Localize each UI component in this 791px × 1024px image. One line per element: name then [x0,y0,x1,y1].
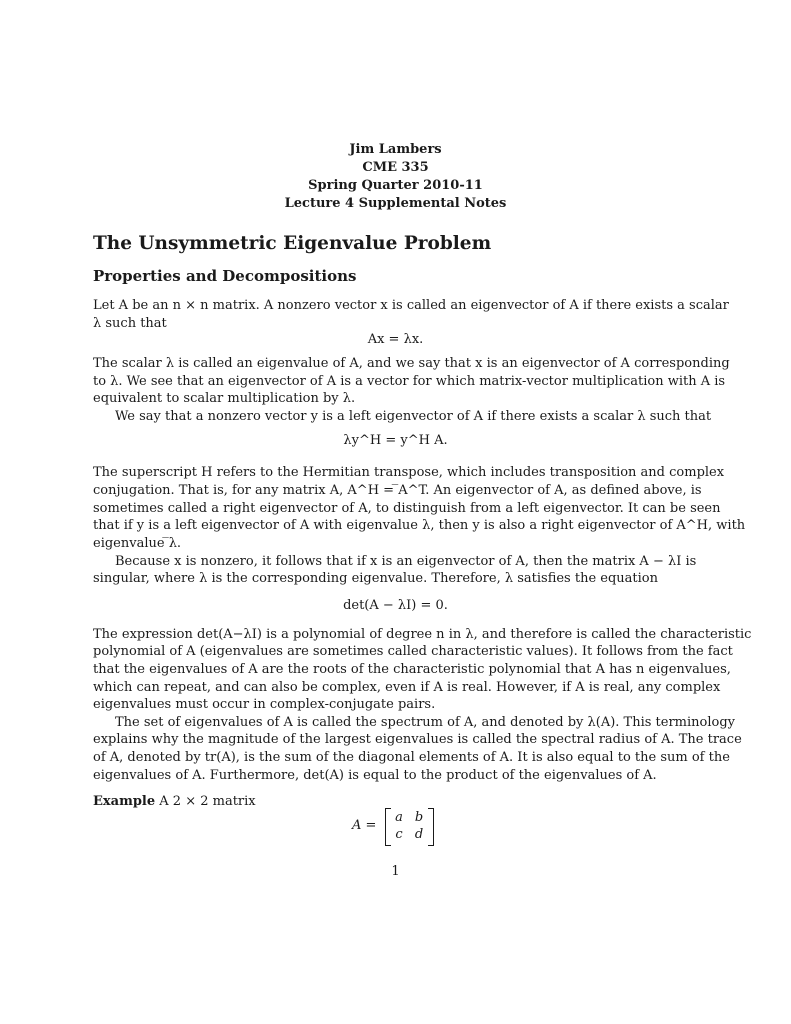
lecture-title: Lecture 4 Supplemental Notes [284,196,507,211]
matrix-cell: b [414,810,424,825]
matrix-lhs: A = [352,818,377,833]
example-line [93,793,256,810]
text-line: sometimes called a right eigenvector of A, to distinguish from a left eigenvector. It can be seen [93,501,721,516]
text-line: The set of eigenvalues of A is called the spectrum of A, and denoted by λ(A). This terminology [115,715,736,730]
text-line: explains why the magnitude of the largest eigenvalues is called the spectral radius of A. The trace [93,732,742,747]
term: Spring Quarter 2010-11 [308,178,483,193]
text-line: conjugation. That is, for any matrix A, A^H = ̅A^T. An eigenvector of A, as defined above, is [93,483,702,498]
text-line: which can repeat, and can also be complex, even if A is real. However, if A is real, any complex [93,680,721,695]
text-line: Because x is nonzero, it follows that if x is an eigenvector of A, then the matrix A − λI is [115,554,697,569]
text-line: polynomial of A (eigenvalues are sometimes called characteristic values). It follows from the fact [93,644,733,659]
text-line: The superscript H refers to the Hermitian transpose, which includes transposition and complex [93,465,725,480]
left-bracket [385,808,391,846]
text-line: The expression det(A−λI) is a polynomial of degree n in λ, and therefore is called the characteristic [93,627,752,642]
equation: Ax = λx. [367,332,424,347]
text-line: singular, where λ is the corresponding eigenvalue. Therefore, λ satisfies the equation [93,571,659,586]
text-line: equivalent to scalar multiplication by λ. [93,391,356,406]
text-line: Let A be an n × n matrix. A nonzero vector x is called an eigenvector of A if there exists a scalar [93,298,729,313]
text-line: We say that a nonzero vector y is a left eigenvector of A if there exists a scalar λ such that [115,409,712,424]
text-line: The scalar λ is called an eigenvalue of A, and we say that x is an eigenvector of A corresponding [93,356,730,371]
matrix-cell: a [395,810,403,825]
matrix-cell: c [395,827,403,842]
text-line: of A, denoted by tr(A), is the sum of the diagonal elements of A. It is also equal to the sum of the [93,750,730,765]
equation: λy^H = y^H A. [343,433,448,448]
course-code: CME 335 [362,160,429,175]
example-label: Example [93,794,156,809]
subsection-title: Properties and Decompositions [93,267,357,285]
section-title: The Unsymmetric Eigenvalue Problem [93,233,492,254]
text-line: eigenvalue ̅λ. [93,536,182,551]
text-line: that if y is a left eigenvector of A with eigenvalue λ, then y is also a right eigenvector of A^H, with [93,518,746,533]
equation: det(A − λI) = 0. [343,598,448,613]
text-line: eigenvalues must occur in complex-conjugate pairs. [93,697,436,712]
text-line: that the eigenvalues of A are the roots of the characteristic polynomial that A has n eigenvalues, [93,662,731,677]
right-bracket [428,808,434,846]
text-line: to λ. We see that an eigenvector of A is a vector for which matrix-vector multiplication with A is [93,374,726,389]
example-text: A 2 × 2 matrix [159,794,256,809]
text-line: λ such that [93,316,167,331]
page-number: 1 [391,864,400,879]
author-name: Jim Lambers [349,142,442,157]
text-line: eigenvalues of A. Furthermore, det(A) is equal to the product of the eigenvalues of A. [93,768,657,783]
matrix-cell: d [414,827,424,842]
